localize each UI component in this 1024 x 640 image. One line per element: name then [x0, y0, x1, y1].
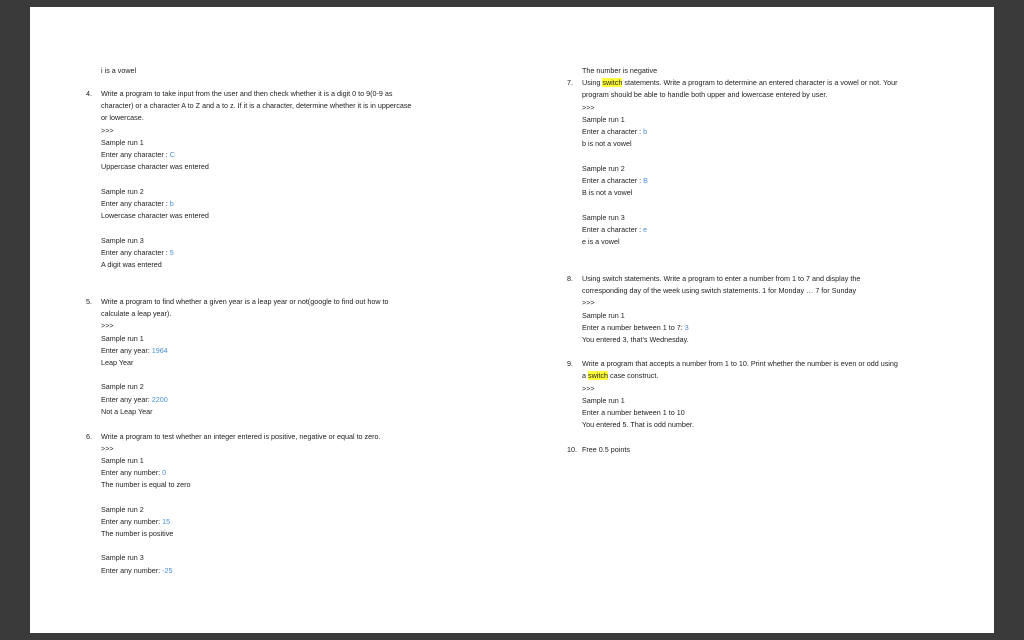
highlighted-keyword: switch: [588, 371, 608, 380]
question-8-text-line-1: Using switch statements. Write a program to enter a number from 1 to 7 and display the: [582, 274, 861, 283]
input-value: 5: [169, 248, 174, 257]
question-6-run-2-result: The number is positive: [101, 529, 174, 538]
question-7-run-2-input: [582, 176, 648, 185]
question-7-run-3-title: Sample run 3: [582, 213, 625, 222]
question-7-prompt: >>>: [582, 103, 595, 112]
input-value: 2200: [151, 395, 168, 404]
negative-result-line: The number is negative: [582, 66, 658, 75]
question-4-run-2-title: Sample run 2: [101, 187, 144, 196]
question-10-text: Free 0.5 points: [582, 445, 630, 454]
question-5-run-1-result: Leap Year: [101, 358, 134, 367]
question-7-number: 7.: [567, 78, 573, 87]
question-7-text-line-2: program should be able to handle both upper and lowercase entered by user.: [582, 90, 828, 99]
question-5-number: 5.: [86, 297, 92, 306]
text-segment: statements. Write a program to determine an entered character is a vowel or not. Your: [622, 78, 898, 87]
input-label: Enter a character :: [582, 127, 644, 136]
input-label: Enter a character :: [582, 225, 644, 234]
text-segment: case construct.: [607, 371, 659, 380]
question-4-run-3-title: Sample run 3: [101, 236, 144, 245]
question-9-run-1-result: You entered 5. That is odd number.: [582, 420, 694, 429]
input-label: Enter a character :: [582, 176, 644, 185]
question-5-prompt: >>>: [101, 321, 114, 330]
text-segment: Using: [582, 78, 603, 87]
question-9-text-line-1: Write a program that accepts a number from 1 to 10. Print whether the number is even or odd using: [582, 359, 898, 368]
question-5-run-2-title: Sample run 2: [101, 382, 144, 391]
question-7-run-2-title: Sample run 2: [582, 164, 625, 173]
question-6-run-1-input: [101, 468, 166, 477]
question-4-text-line-3: or lowercase.: [101, 113, 144, 122]
highlighted-keyword: switch: [602, 78, 623, 87]
question-7-text-line-1: [582, 78, 898, 87]
question-8-prompt: >>>: [582, 298, 595, 307]
question-4-run-2-input: [101, 199, 174, 208]
question-5-text-line-1: Write a program to find whether a given year is a leap year or not(google to find out how to: [101, 297, 389, 306]
question-6-run-3-input: [101, 566, 173, 575]
question-9-number: 9.: [567, 359, 573, 368]
question-5-text-line-2: calculate a leap year).: [101, 309, 172, 318]
question-7-run-1-result: b is not a vowel: [582, 139, 632, 148]
question-9-run-1-title: Sample run 1: [582, 396, 625, 405]
question-8-run-1-result: You entered 3, that's Wednesday.: [582, 335, 689, 344]
question-4-run-1-title: Sample run 1: [101, 138, 144, 147]
question-4-run-3-result: A digit was entered: [101, 260, 162, 269]
input-label: Enter any character :: [101, 199, 170, 208]
question-4-number: 4.: [86, 89, 92, 98]
question-5-run-1-input: [101, 346, 168, 355]
question-6-run-1-result: The number is equal to zero: [101, 480, 191, 489]
question-6-prompt: >>>: [101, 444, 114, 453]
input-value: b: [169, 199, 174, 208]
question-9-prompt: >>>: [582, 384, 595, 393]
text-segment: a: [582, 371, 588, 380]
question-6-run-2-title: Sample run 2: [101, 505, 144, 514]
input-value: 15: [162, 517, 171, 526]
input-label: Enter any year:: [101, 346, 152, 355]
question-7-run-3-result: e is a vowel: [582, 237, 620, 246]
input-value: b: [643, 127, 648, 136]
question-10-number: 10.: [567, 445, 577, 454]
question-8-number: 8.: [567, 274, 573, 283]
question-6-run-3-title: Sample run 3: [101, 553, 144, 562]
document-page: [30, 7, 994, 633]
question-6-run-2-input: [101, 517, 170, 526]
input-value: e: [643, 225, 648, 234]
question-8-run-1-input: [582, 323, 689, 332]
question-5-run-2-input: [101, 395, 168, 404]
question-8-run-1-title: Sample run 1: [582, 311, 625, 320]
input-label: Enter any character :: [101, 248, 170, 257]
input-value: 1964: [151, 346, 168, 355]
input-label: Enter any number:: [101, 566, 163, 575]
input-value: 0: [162, 468, 167, 477]
question-7-run-3-input: [582, 225, 647, 234]
input-value: 3: [684, 323, 689, 332]
question-6-text-line-1: Write a program to test whether an integer entered is positive, negative or equal to zero.: [101, 432, 381, 441]
input-value: C: [169, 150, 175, 159]
question-7-run-1-input: [582, 127, 647, 136]
question-4-text-line-1: Write a program to take input from the user and then check whether it is a digit 0 to 9(0-9 as: [101, 89, 393, 98]
question-4-run-1-input: [101, 150, 175, 159]
input-value: -25: [162, 566, 173, 575]
question-5-run-2-result: Not a Leap Year: [101, 407, 153, 416]
question-4-text-line-2: character) or a character A to Z and a to z. If it is a character, determine whether it is in uppercase: [101, 101, 412, 110]
question-6-run-1-title: Sample run 1: [101, 456, 144, 465]
input-label: Enter any year:: [101, 395, 152, 404]
question-5-run-1-title: Sample run 1: [101, 334, 144, 343]
question-4-run-1-result: Uppercase character was entered: [101, 162, 209, 171]
input-label: Enter any number:: [101, 517, 163, 526]
question-4-run-2-result: Lowercase character was entered: [101, 211, 209, 220]
question-7-run-1-title: Sample run 1: [582, 115, 625, 124]
question-4-run-3-input: [101, 248, 174, 257]
input-label: Enter any number:: [101, 468, 163, 477]
question-7-run-2-result: B is not a vowel: [582, 188, 633, 197]
question-9-run-1-input: Enter a number between 1 to 10: [582, 408, 685, 417]
question-9-text-line-2: [582, 371, 658, 380]
input-label: Enter a number between 1 to 7:: [582, 323, 685, 332]
question-4-prompt: >>>: [101, 126, 114, 135]
input-label: Enter any character :: [101, 150, 170, 159]
question-6-number: 6.: [86, 432, 92, 441]
question-8-text-line-2: corresponding day of the week using switch statements. 1 for Monday … 7 for Sunday: [582, 286, 857, 295]
vowel-result-line: i is a vowel: [101, 66, 137, 75]
input-value: B: [643, 176, 648, 185]
